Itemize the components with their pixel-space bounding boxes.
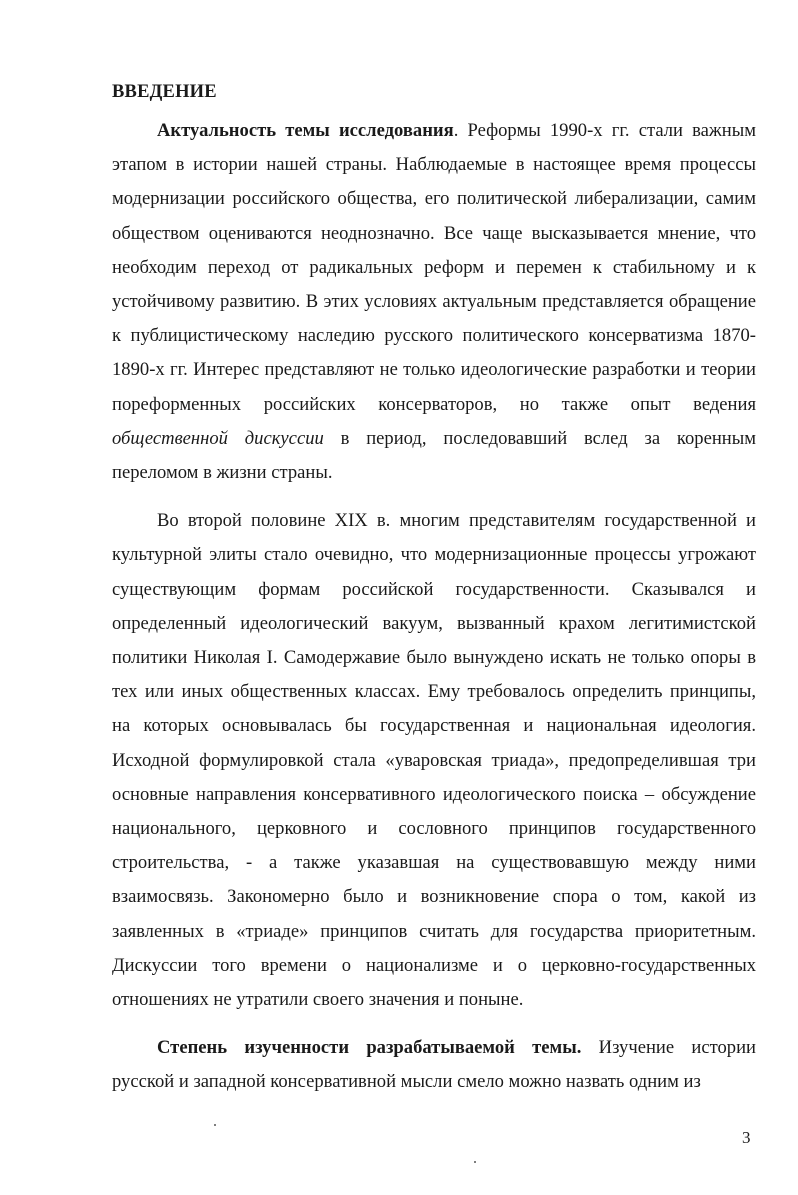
paragraph-lead-bold: Актуальность темы исследования: [157, 120, 454, 141]
paragraph-lead-bold: Степень изученности разрабатываемой темы.: [157, 1037, 582, 1059]
scan-speck: [474, 1161, 476, 1163]
body-text: [112, 114, 756, 1114]
scan-speck: [214, 1124, 216, 1126]
page-number: 3: [742, 1128, 751, 1147]
paragraph-text: . Реформы 1990-х гг. стали важным этапом в истории нашей страны. Наблюдаемые в настоящее время процессы модернизации российского общества, его политической либерализации, самим обществом оцениваются неоднозначно. Все чаще высказывается мнение, что необходим переход от радикальных реформ и перемен к стабильному и к устойчивому развитию. В этих условиях актуальным представляется обращение к публицистическому наследию русского политического консерватизма 1870-1890-х гг. Интерес представляют не только идеологические разработки и теории пореформенных российских консерваторов, но также опыт ведения: [112, 120, 756, 415]
paragraph-text: Изучение истории русской и западной консервативной мысли смело можно назвать одним из: [112, 1037, 756, 1093]
paragraph-degree-of-study: [112, 1031, 756, 1099]
paragraph-context: Во второй половине XIX в. многим представителям государственной и культурной элиты стало очевидно, что модернизационные процессы угрожают существующим формам российской государственности. Сказывался и определенный идеологический вакуум, вызванный крахом легитимистской политики Николая I. Самодержавие было вынуждено искать не только опоры в тех или иных общественных классах. Ему требовалось определить принципы, на которых основывалась бы государственная и национальная идеология. Исходной формулировкой стала «уваровская триада», предопределившая три основные направления консервативного идеологического поиска – обсуждение национального, церковного и сословного принципов государственного строительства, - а также указавшая на существовавшую между ними взаимосвязь. Закономерно было и возникновение спора о том, какой из заявленных в «триаде» принципов считать для государства приоритетным. Дискуссии того времени о национализме и о церковно-государственных отношениях не утратили своего значения и поныне.: [112, 510, 756, 1011]
paragraph-text-end: в период, последовавший вслед за коренным переломом в жизни страны.: [112, 427, 756, 484]
italic-term: общественной дискуссии: [112, 427, 324, 449]
section-heading: ВВЕДЕНИЕ: [112, 82, 217, 102]
paragraph-relevance: [112, 114, 756, 490]
